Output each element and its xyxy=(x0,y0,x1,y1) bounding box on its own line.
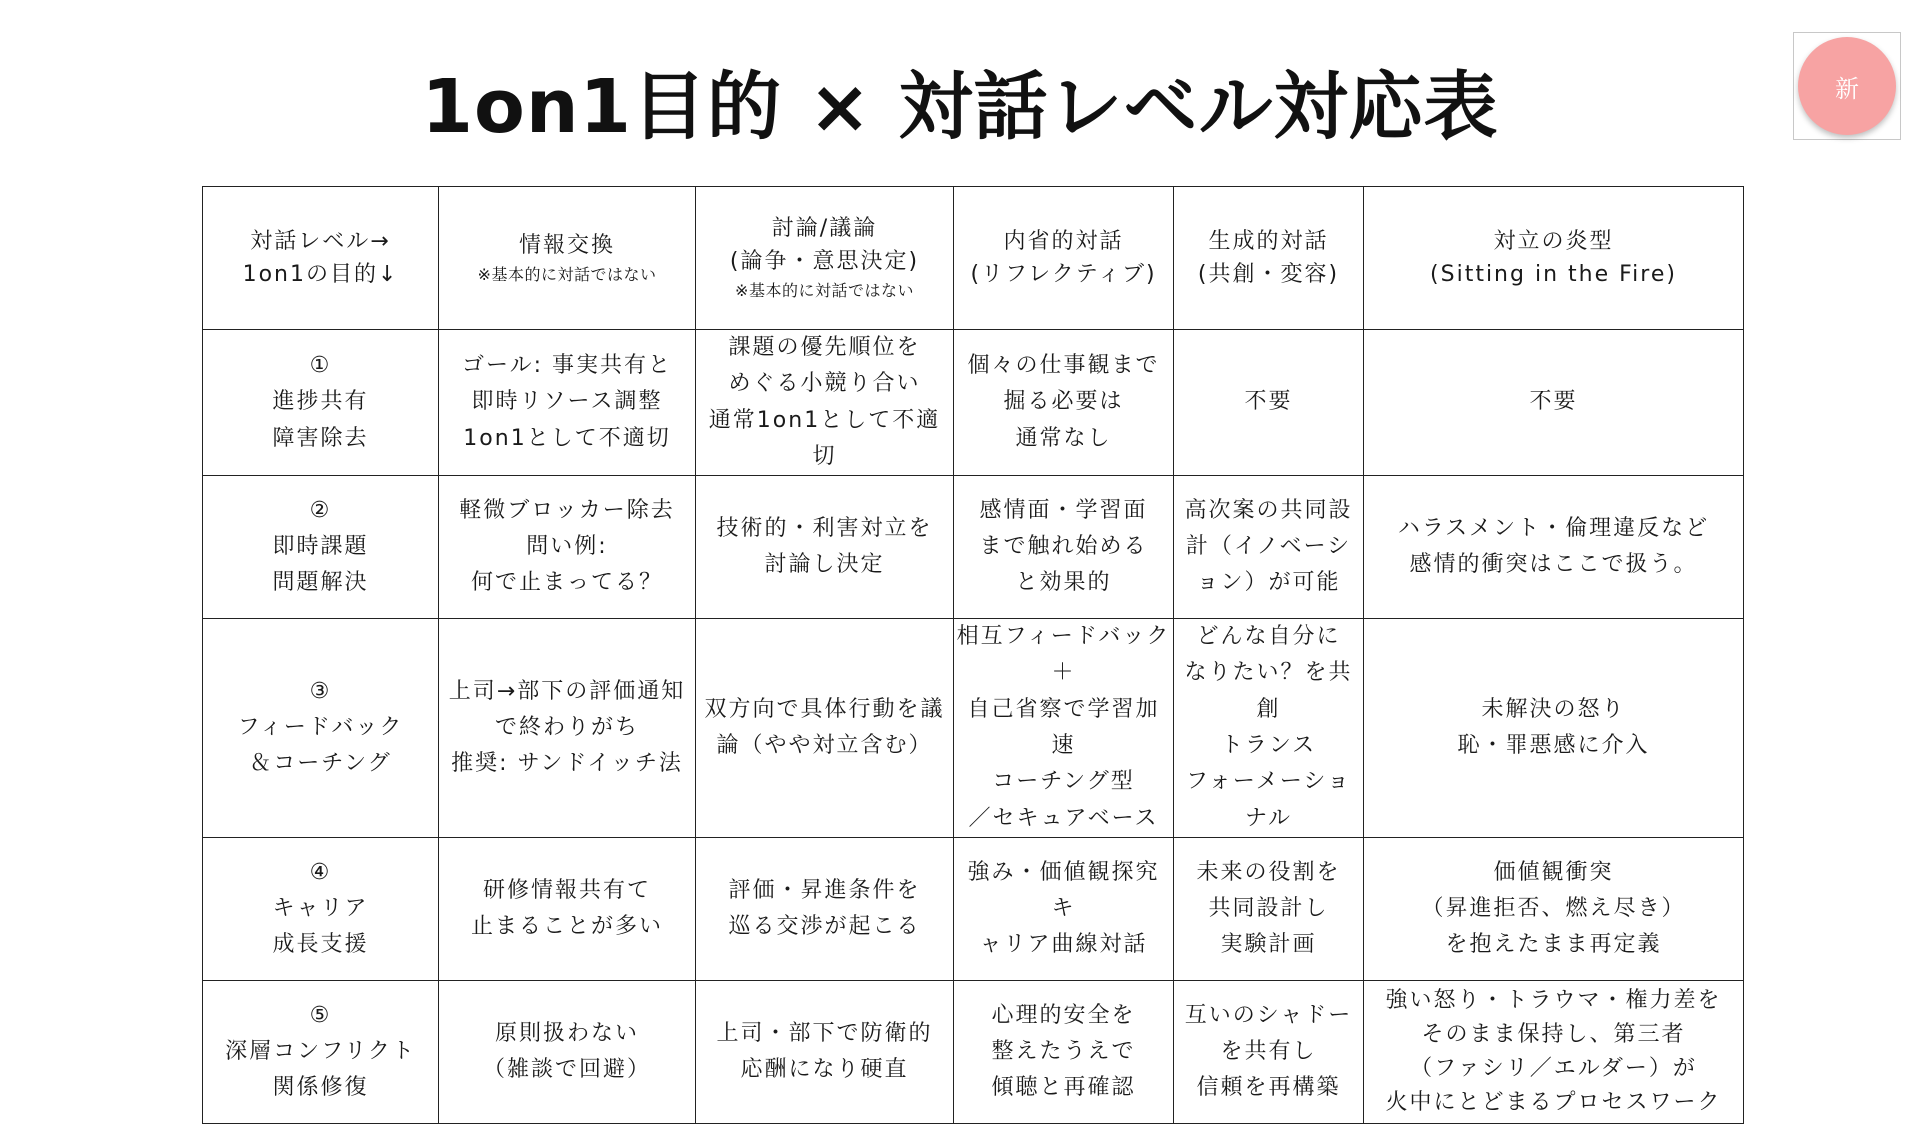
column-header-label: 討論/議論 (論争・意思決定) xyxy=(729,216,920,275)
table-cell: 強い怒り・トラウマ・権力差を そのまま保持し、第三者 （ファシリ／エルダー）が 火中にとどまるプロセスワーク xyxy=(1364,980,1744,1123)
new-badge-icon[interactable] xyxy=(1798,37,1896,135)
table-cell: 評価・昇進条件を 巡る交渉が起こる xyxy=(696,837,954,980)
table-cell: 心理的安全を 整えたうえで 傾聴と再確認 xyxy=(954,980,1174,1123)
table-cell: 上司・部下で防衛的 応酬になり硬直 xyxy=(696,980,954,1123)
row-purpose: ④ キャリア 成長支援 xyxy=(203,837,439,980)
table-row xyxy=(203,619,1744,838)
corner-header: 対話レベル→ 1on1の目的↓ xyxy=(203,187,439,330)
page-title: 1on1目的 × 対話レベル対応表 xyxy=(421,64,1499,150)
row-purpose: ② 即時課題 問題解決 xyxy=(203,476,439,619)
table-cell: 未解決の怒り 恥・罪悪感に介入 xyxy=(1364,619,1744,838)
column-header-info-exchange xyxy=(439,187,696,330)
row-purpose: ③ フィードバック ＆コーチング xyxy=(203,619,439,838)
table-cell: 上司→部下の評価通知 で終わりがち 推奨: サンドイッチ法 xyxy=(439,619,696,838)
table-cell: 不要 xyxy=(1364,330,1744,476)
table-cell: 感情面・学習面 まで触れ始める と効果的 xyxy=(954,476,1174,619)
table-cell: 課題の優先順位を めぐる小競り合い 通常1on1として不適切 xyxy=(696,330,954,476)
column-header-debate xyxy=(696,187,954,330)
table-row xyxy=(203,330,1744,476)
table-cell: 未来の役割を 共同設計し 実験計画 xyxy=(1174,837,1364,980)
table-row xyxy=(203,837,1744,980)
table-cell: 高次案の共同設 計（イノベーシ ョン）が可能 xyxy=(1174,476,1364,619)
table-cell: 研修情報共有て​ 止まることが多い xyxy=(439,837,696,980)
column-header-label: 対立の炎型 (Sitting in the Fire) xyxy=(1430,229,1677,287)
column-header-fire xyxy=(1364,187,1744,330)
table-cell: 相互フィードバック＋ 自己省察で学習加速 コーチング型 ／セキュアベース xyxy=(954,619,1174,838)
table-cell: ゴール: 事実共有と 即時リソース調整 1on1として不適切 xyxy=(439,330,696,476)
column-header-note: ※基本的に対話ではない xyxy=(735,281,914,301)
column-header-note: ※基本的に対話ではない xyxy=(477,264,657,284)
table-cell: どんな自分に なりたい？を共創 トランス フォーメーショナル xyxy=(1174,619,1364,838)
table-row xyxy=(203,980,1744,1123)
row-purpose: ⑤ 深層コンフリクト 関係修復 xyxy=(203,980,439,1123)
table-cell: 技術的・利害対立を 討論し決定 xyxy=(696,476,954,619)
table-cell: 軽微ブロッカー除去 問い例: 何で止まってる？ xyxy=(439,476,696,619)
new-badge-frame[interactable] xyxy=(1793,32,1901,140)
new-badge-label: 新 xyxy=(1835,74,1859,103)
table-cell: 双方向で具体行動を議 論（やや対立含む） xyxy=(696,619,954,838)
table-cell: 価値観衝突 （昇進拒否、燃え尽き） を抱えたまま再定義 xyxy=(1364,837,1744,980)
column-header-label: 内省的対話 (リフレクティブ) xyxy=(970,229,1157,287)
table-cell: 個々の仕事観まで 掘る必要は 通常なし xyxy=(954,330,1174,476)
column-header-label: 情報交換 xyxy=(518,232,615,258)
table-cell: 互いのシャドー を共有し 信頼を再構築 xyxy=(1174,980,1364,1123)
table-cell: 原則扱わない （雑談で回避） xyxy=(439,980,696,1123)
row-purpose: ① 進捗共有 障害除去 xyxy=(203,330,439,476)
table-cell: 不要 xyxy=(1174,330,1364,476)
table-header-row xyxy=(203,187,1744,330)
column-header-reflective xyxy=(954,187,1174,330)
column-header-generative xyxy=(1174,187,1364,330)
table-row xyxy=(203,476,1744,619)
table-cell: 強み・価値観探究キ ャリア曲線対話 xyxy=(954,837,1174,980)
column-header-label: 生成的対話 (共創・変容) xyxy=(1197,229,1340,287)
dialogue-level-table xyxy=(202,186,1744,1124)
table-cell: ハラスメント・倫理違反など 感情的衝突はここで扱う。 xyxy=(1364,476,1744,619)
